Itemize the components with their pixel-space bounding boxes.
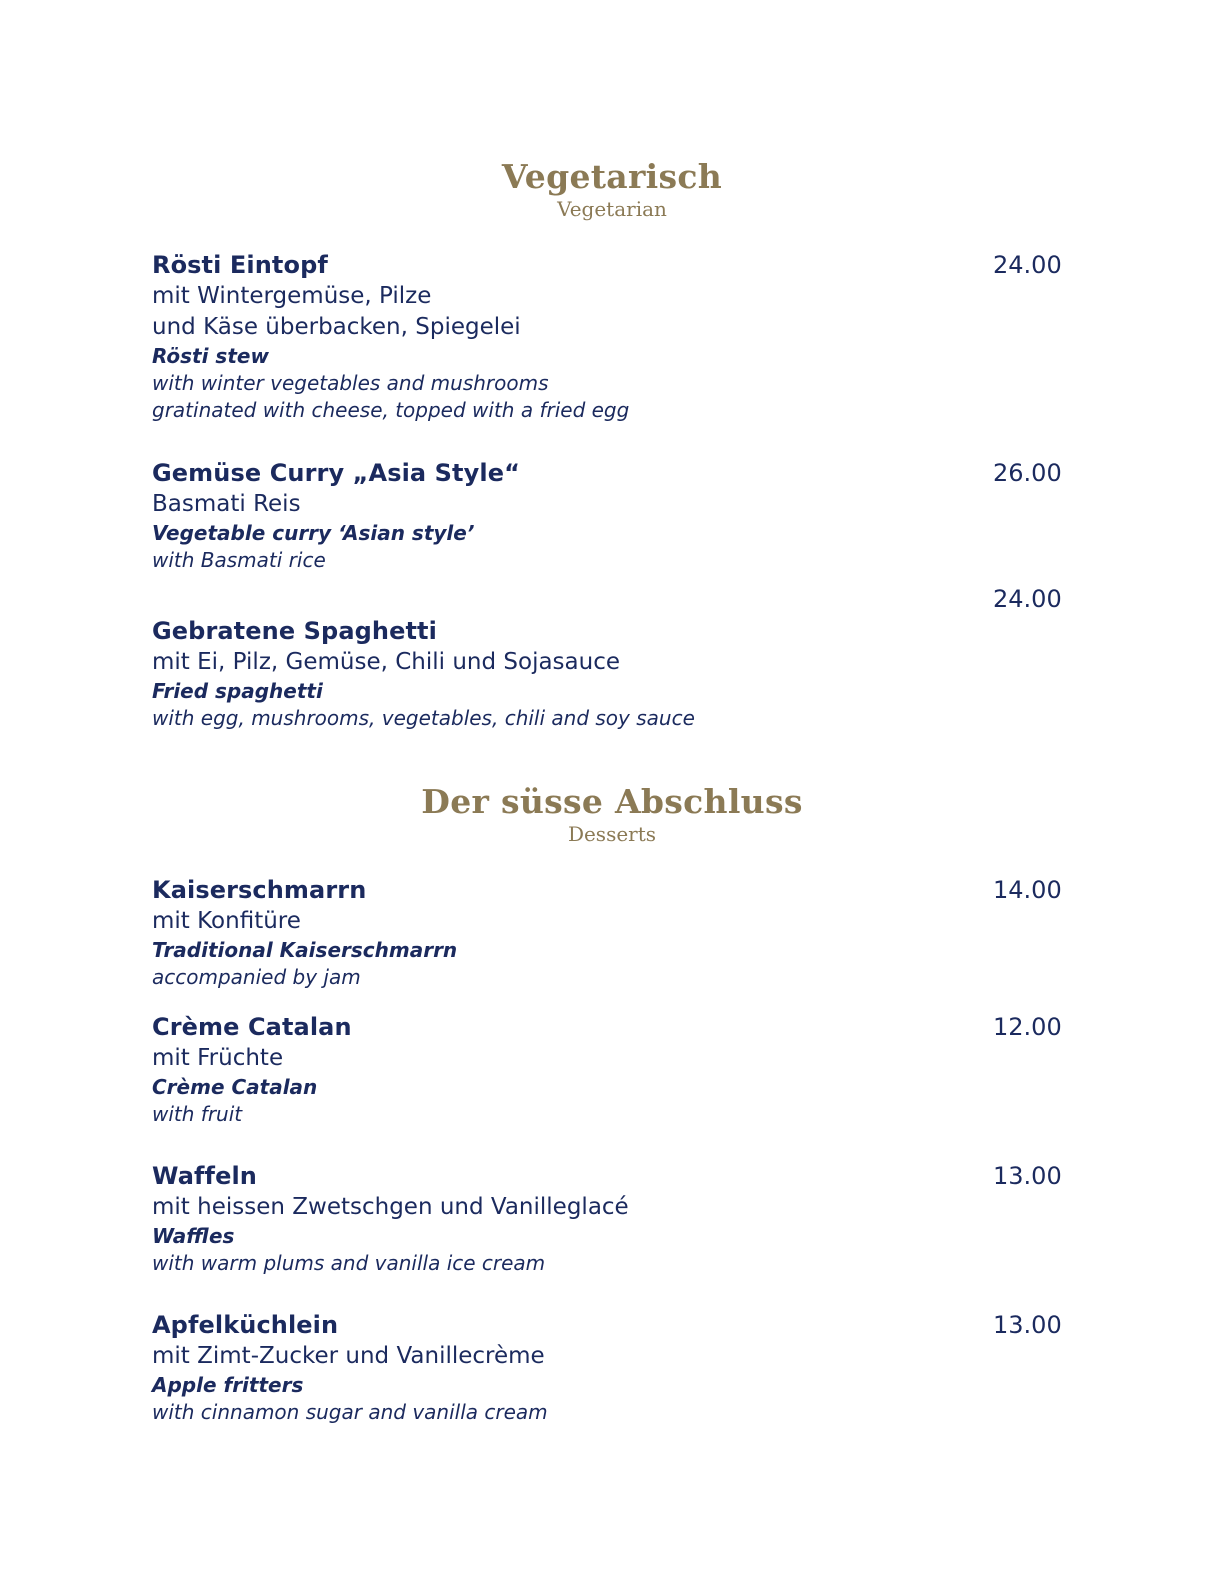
item-english-description: gratinated with cheese, topped with a fried egg bbox=[152, 398, 630, 422]
item-english-description: accompanied by jam bbox=[152, 965, 361, 989]
item-english-description: with fruit bbox=[152, 1102, 243, 1126]
item-price: 12.00 bbox=[993, 1013, 1062, 1041]
item-price: 24.00 bbox=[993, 585, 1062, 613]
menu-item-roesti-eintopf bbox=[152, 249, 1062, 424]
item-name: Waffeln bbox=[152, 1162, 257, 1190]
section-title: Der süsse Abschluss bbox=[421, 782, 803, 821]
item-english-name: Waffles bbox=[152, 1224, 235, 1248]
item-description: mit Früchte bbox=[152, 1045, 284, 1071]
section-header-desserts bbox=[0, 783, 1224, 847]
item-name: Rösti Eintopf bbox=[152, 251, 328, 279]
menu-item-apfelkuechlein bbox=[152, 1309, 1062, 1426]
item-description: Basmati Reis bbox=[152, 491, 301, 517]
item-description: mit heissen Zwetschgen und Vanilleglacé bbox=[152, 1194, 629, 1220]
item-english-description: with warm plums and vanilla ice cream bbox=[152, 1251, 546, 1275]
section-subtitle: Vegetarian bbox=[557, 197, 667, 221]
item-english-name: Rösti stew bbox=[152, 344, 269, 368]
item-english-name: Apple fritters bbox=[152, 1373, 304, 1397]
item-description: mit Wintergemüse, Pilze bbox=[152, 283, 432, 309]
item-name: Kaiserschmarrn bbox=[152, 876, 367, 904]
item-name: Apfelküchlein bbox=[152, 1311, 339, 1339]
item-description: mit Konfitüre bbox=[152, 908, 301, 934]
menu-item-waffeln bbox=[152, 1160, 1062, 1277]
item-english-description: with egg, mushrooms, vegetables, chili and soy sauce bbox=[152, 706, 695, 730]
item-description: mit Ei, Pilz, Gemüse, Chili und Sojasauce bbox=[152, 649, 621, 675]
item-english-description: with cinnamon sugar and vanilla cream bbox=[152, 1400, 548, 1424]
menu-item-kaiserschmarrn bbox=[152, 874, 1062, 991]
item-price: 24.00 bbox=[993, 251, 1062, 279]
item-english-name: Fried spaghetti bbox=[152, 679, 323, 703]
section-title: Vegetarisch bbox=[501, 157, 723, 196]
menu-item-gemuese-curry bbox=[152, 457, 1062, 574]
item-english-name: Traditional Kaiserschmarrn bbox=[152, 938, 458, 962]
item-english-name: Crème Catalan bbox=[152, 1075, 318, 1099]
item-price: 26.00 bbox=[993, 459, 1062, 487]
menu-item-gebratene-spaghetti bbox=[152, 615, 1062, 732]
section-header-vegetarian bbox=[0, 158, 1224, 222]
item-description: und Käse überbacken, Spiegelei bbox=[152, 314, 521, 340]
item-english-description: with winter vegetables and mushrooms bbox=[152, 371, 549, 395]
item-price: 13.00 bbox=[993, 1311, 1062, 1339]
item-name: Gemüse Curry „Asia Style“ bbox=[152, 459, 520, 487]
item-description: mit Zimt-Zucker und Vanillecrème bbox=[152, 1343, 545, 1369]
item-english-description: with Basmati rice bbox=[152, 548, 326, 572]
item-price: 13.00 bbox=[993, 1162, 1062, 1190]
section-subtitle: Desserts bbox=[567, 822, 657, 846]
item-name: Gebratene Spaghetti bbox=[152, 617, 437, 645]
menu-item-creme-catalan bbox=[152, 1011, 1062, 1128]
item-name: Crème Catalan bbox=[152, 1013, 352, 1041]
item-english-name: Vegetable curry ‘Asian style’ bbox=[152, 521, 475, 545]
item-price: 14.00 bbox=[993, 876, 1062, 904]
